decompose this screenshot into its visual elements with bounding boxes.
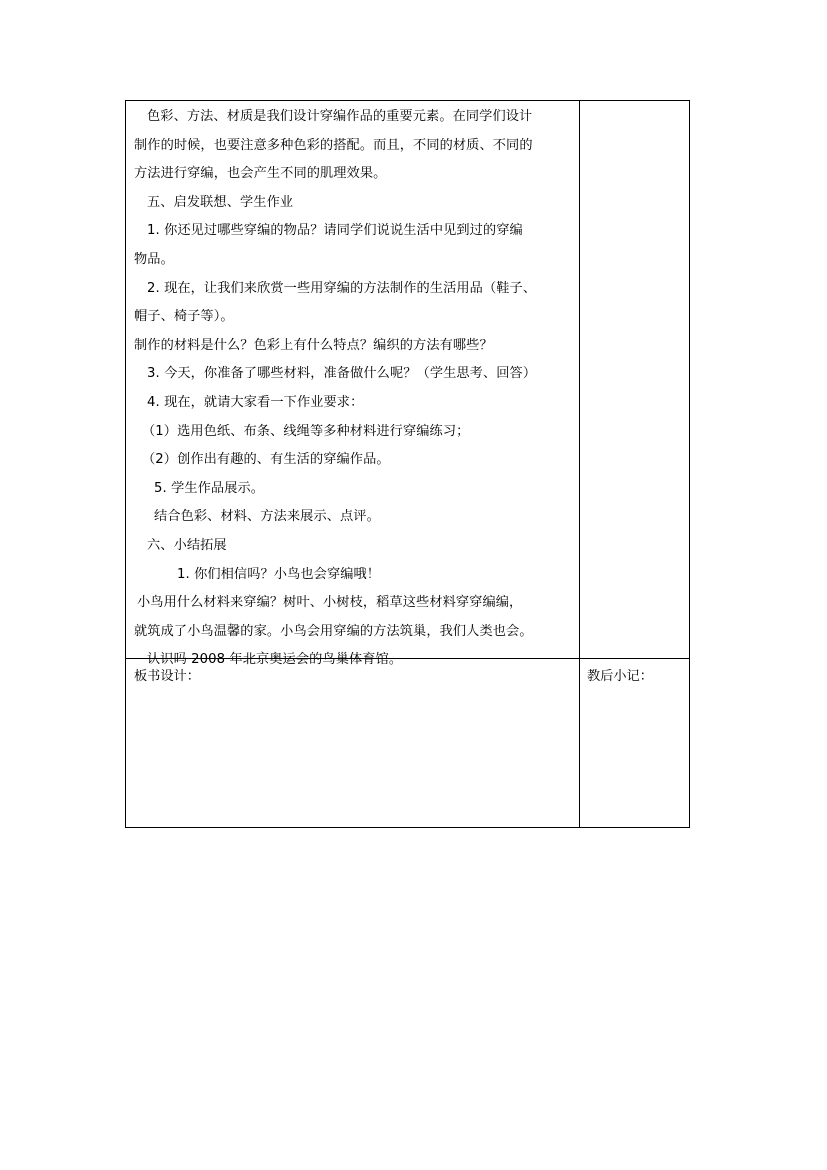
content-paragraph: 结合色彩、材料、方法来展示、点评。 [154, 509, 380, 525]
content-paragraph: 色彩、方法、材质是我们设计穿编作品的重要元素。在同学们设计 [147, 109, 533, 124]
content-paragraph: 小鸟用什么材料来穿编？树叶、小树枝，稻草这些材料穿穿编编， [137, 595, 523, 611]
lesson-content-cell [134, 103, 574, 675]
content-paragraph: 方法进行穿编，也会产生不同的肌理效果。 [134, 166, 387, 182]
board-design-label: 板书设计： [134, 669, 200, 684]
content-paragraph: （1）选用色纸、布条、线绳等多种材料进行穿编练习； [142, 423, 470, 439]
section-heading: 六、小结拓展 [147, 537, 227, 553]
lesson-plan-table [125, 100, 690, 828]
column-divider [579, 101, 580, 827]
content-paragraph: （2）创作出有趣的、有生活的穿编作品。 [142, 452, 390, 468]
content-paragraph: 2. 现在，让我们来欣赏一些用穿编的方法制作的生活用品（鞋子、 [147, 280, 537, 296]
content-paragraph: 帽子、椅子等）。 [134, 309, 234, 325]
content-paragraph: 3. 今天，你准备了哪些材料，准备做什么呢？（学生思考、回答） [147, 366, 537, 382]
content-paragraph: 物品。 [134, 251, 174, 267]
section-heading: 五、启发联想、学生作业 [147, 194, 294, 210]
content-paragraph: 制作的材料是什么？色彩上有什么特点？编织的方法有哪些？ [134, 337, 493, 353]
content-paragraph: 制作的时候，也要注意多种色彩的搭配。而且，不同的材质、不同的 [134, 137, 533, 153]
content-paragraph: 1. 你们相信吗？小鸟也会穿编哦！ [177, 566, 381, 582]
post-lesson-notes-label: 教后小记： [587, 669, 653, 684]
content-paragraph: 5. 学生作品展示。 [154, 480, 265, 496]
content-paragraph: 就筑成了小鸟温馨的家。小鸟会用穿编的方法筑巢，我们人类也会。 [134, 623, 533, 639]
content-paragraph: 1. 你还见过哪些穿编的物品？请同学们说说生活中见到过的穿编 [147, 223, 523, 239]
content-paragraph: 认识吗 2008 年北京奥运会的鸟巢体育馆。 [147, 652, 403, 668]
content-paragraph: 4. 现在，就请大家看一下作业要求： [147, 394, 364, 410]
